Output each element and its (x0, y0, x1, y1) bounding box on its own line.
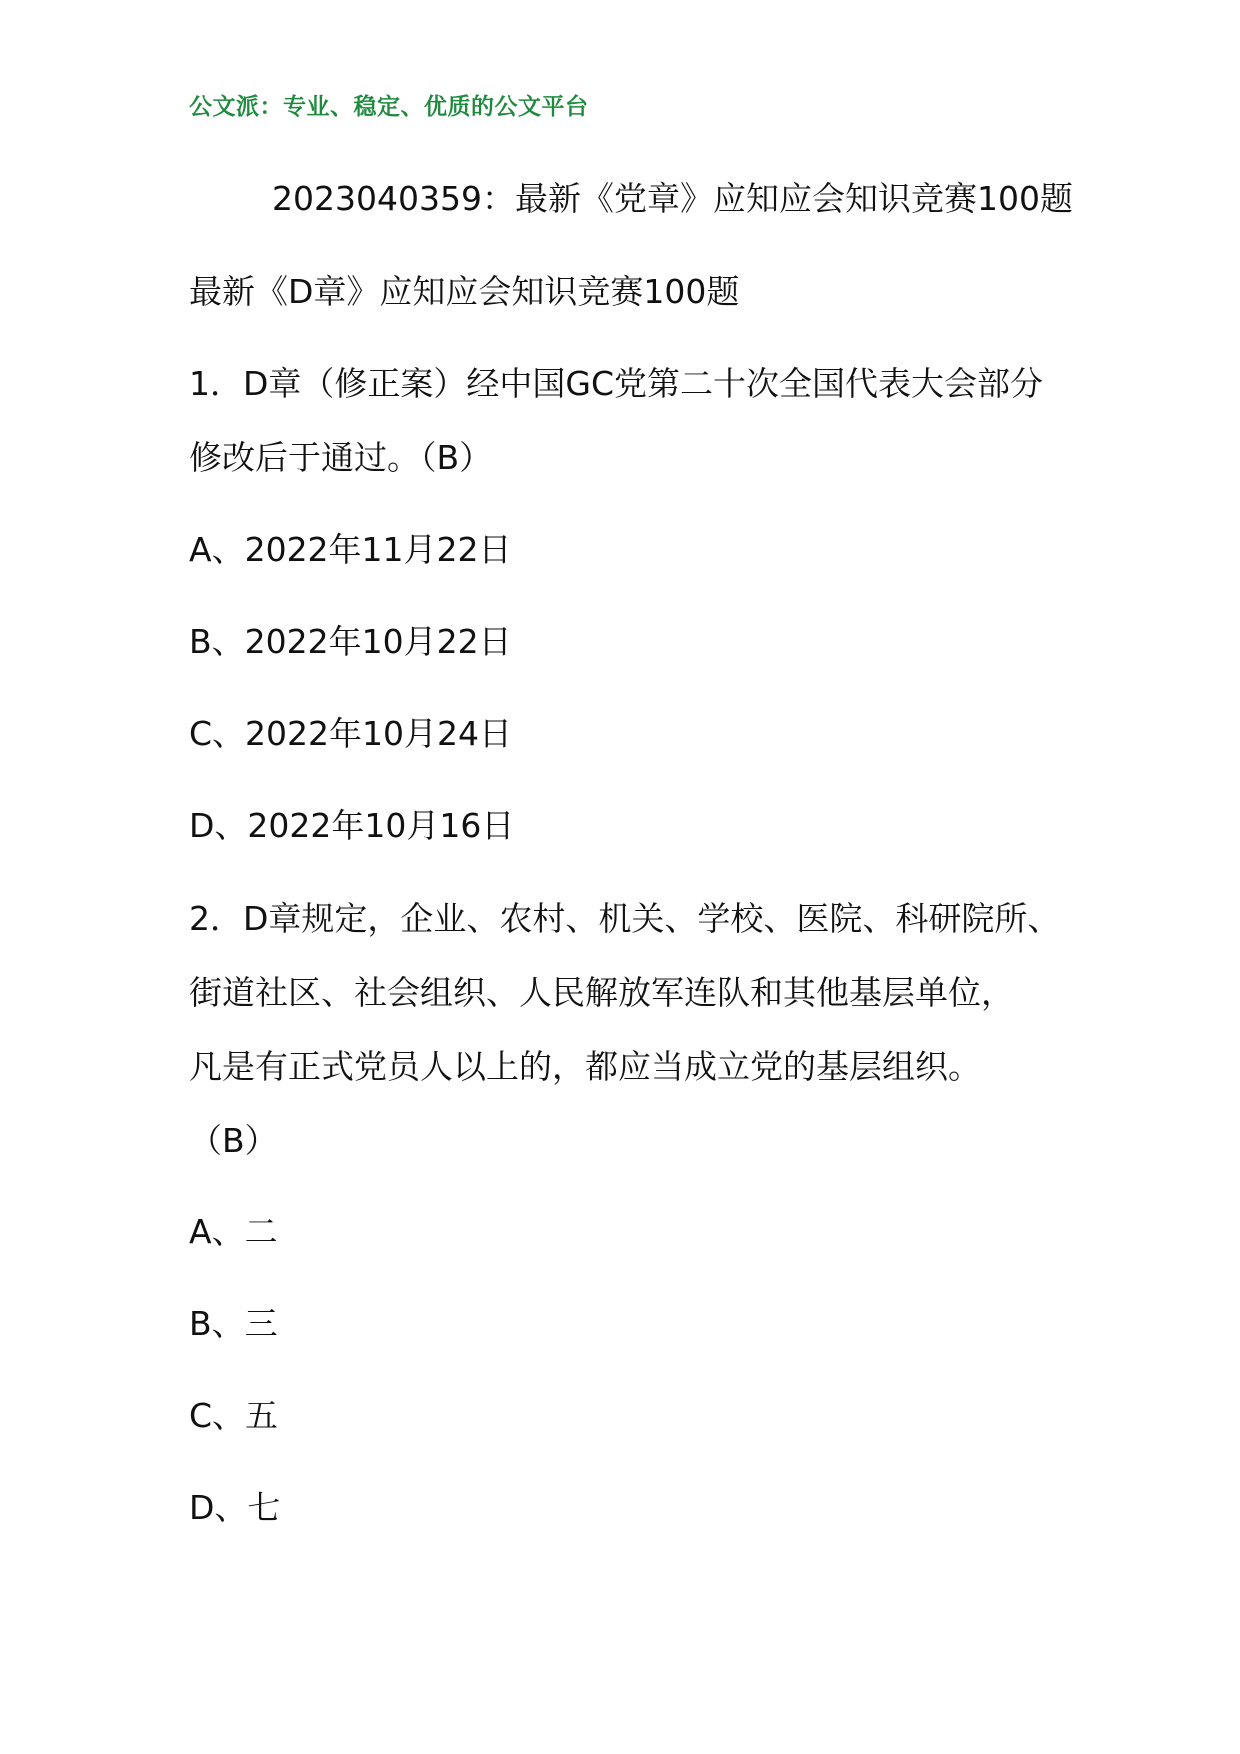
question-2-option-d: D、七 (189, 1488, 281, 1527)
document-subtitle: 最新《D章》应知应会知识竞赛100题 (189, 272, 740, 311)
question-2-option-b: B、三 (189, 1304, 278, 1343)
question-2-option-a: A、二 (189, 1212, 278, 1251)
question-2-stem-line-1: 2．D章规定，企业、农村、机关、学校、医院、科研院所、 (189, 899, 1061, 938)
question-2-option-c: C、五 (189, 1396, 279, 1435)
question-1-stem-line-1: 1．D章（修正案）经中国GC党第二十次全国代表大会部分 (189, 364, 1044, 403)
question-2-stem-line-2: 街道社区、社会组织、人民解放军连队和其他基层单位， (189, 973, 1014, 1012)
question-1-option-c: C、2022年10月24日 (189, 714, 513, 753)
question-2-stem-line-3: 凡是有正式党员人以上的，都应当成立党的基层组织。 (189, 1047, 981, 1086)
question-1-option-b: B、2022年10月22日 (189, 622, 512, 661)
document-title: 2023040359：最新《党章》应知应会知识竞赛100题 (272, 179, 1073, 218)
question-2-stem-line-4: （B） (189, 1121, 278, 1160)
question-1-option-a: A、2022年11月22日 (189, 530, 512, 569)
question-1-stem-line-2: 修改后于通过。（B） (189, 438, 493, 477)
question-1-option-d: D、2022年10月16日 (189, 806, 515, 845)
header-slogan: 公文派：专业、稳定、优质的公文平台 (189, 94, 589, 120)
